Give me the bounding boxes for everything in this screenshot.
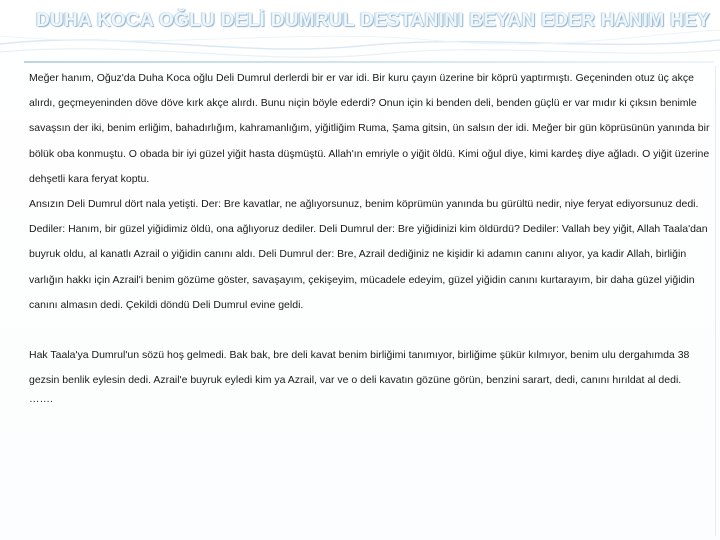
paragraph-3: Hak Taala'ya Dumrul'un sözü hoş gelmedi. Bak bak, bre deli kavat benim birliğimi tanımıyor, birliğime şükür kılmıyor, benim ulu dergahımda 38 gezsin benlik eylesin dedi. Azrail'e buyruk eyledi kim ya Azrail, var ve o deli kavatın gözüne görün, benzini sarart, dedi, canını hırıldat al dedi. xyxy=(29,349,690,387)
slide-title: DUHA KOCA OĞLU DELİ DUMRUL DESTANINI BEYAN EDER HANIM HEY xyxy=(36,10,711,31)
paragraph-gap xyxy=(29,318,715,343)
paragraph-2: Ansızın Deli Dumrul dört nala yetişti. Der: Bre kavatlar, ne ağlıyorsunuz, benim köprümün yanında bu gürültü nedir, niye feryat ediyorsunuz dedi. Dediler: Hanım, bir güzel yiğidimiz öldü, ona ağlıyoruz dediler. Deli Dumrul der: Bre yiğidinizi kim öldürdü? Dediler: Vallah bey yiğit, Allah Taala'dan buyruk oldu, al kanatlı Azrail o yiğidin canını aldı. Deli Dumrul der: Bre, Azrail dediğiniz ne kişidir ki adamın canını alıyor, ya kadir Allah, birliğin varlığın hakkı için Azrail'i benim gözüme göster, savaşayım, çekişeyim, mücadele edeyim, güzel yiğidin canını kurtarayım, bir daha güzel yiğidin canını almasın dedi. Çekildi döndü Deli Dumrul evine geldi. xyxy=(29,198,708,311)
frame-edge xyxy=(715,66,716,536)
title-underline xyxy=(24,61,714,63)
paragraph-1: Meğer hanım, Oğuz'da Duha Koca oğlu Deli Dumrul derlerdi bir er var idi. Bir kuru çayın üzerine bir köprü yaptırmıştı. Geçeninden otuz üç akçe alırdı, geçmeyeninden döve döve kırk akçe alırdı. Bunu niçin böyle ederdi? Onun için ki benden deli, benden güçlü er var mıdır ki çıksın benimle savaşsın der iki, benim erliğim, bahadırlığım, kahramanlığım, yiğitliğim Ruma, Şama gitsin, ün salsın der idi. Meğer bir gün köprüsünün yanında bir bölük oba konmuştu. O obada bir iyi güzel yiğit hasta düşmüştü. Allah'ın emriyle o yiğit öldü. Kimi oğul diye, kimi kardeş diye ağladı. O yiğit üzerine dehşetli kara feryat koptu. xyxy=(29,72,710,185)
body-text xyxy=(29,66,715,405)
ellipsis-line: ……. xyxy=(29,393,53,406)
